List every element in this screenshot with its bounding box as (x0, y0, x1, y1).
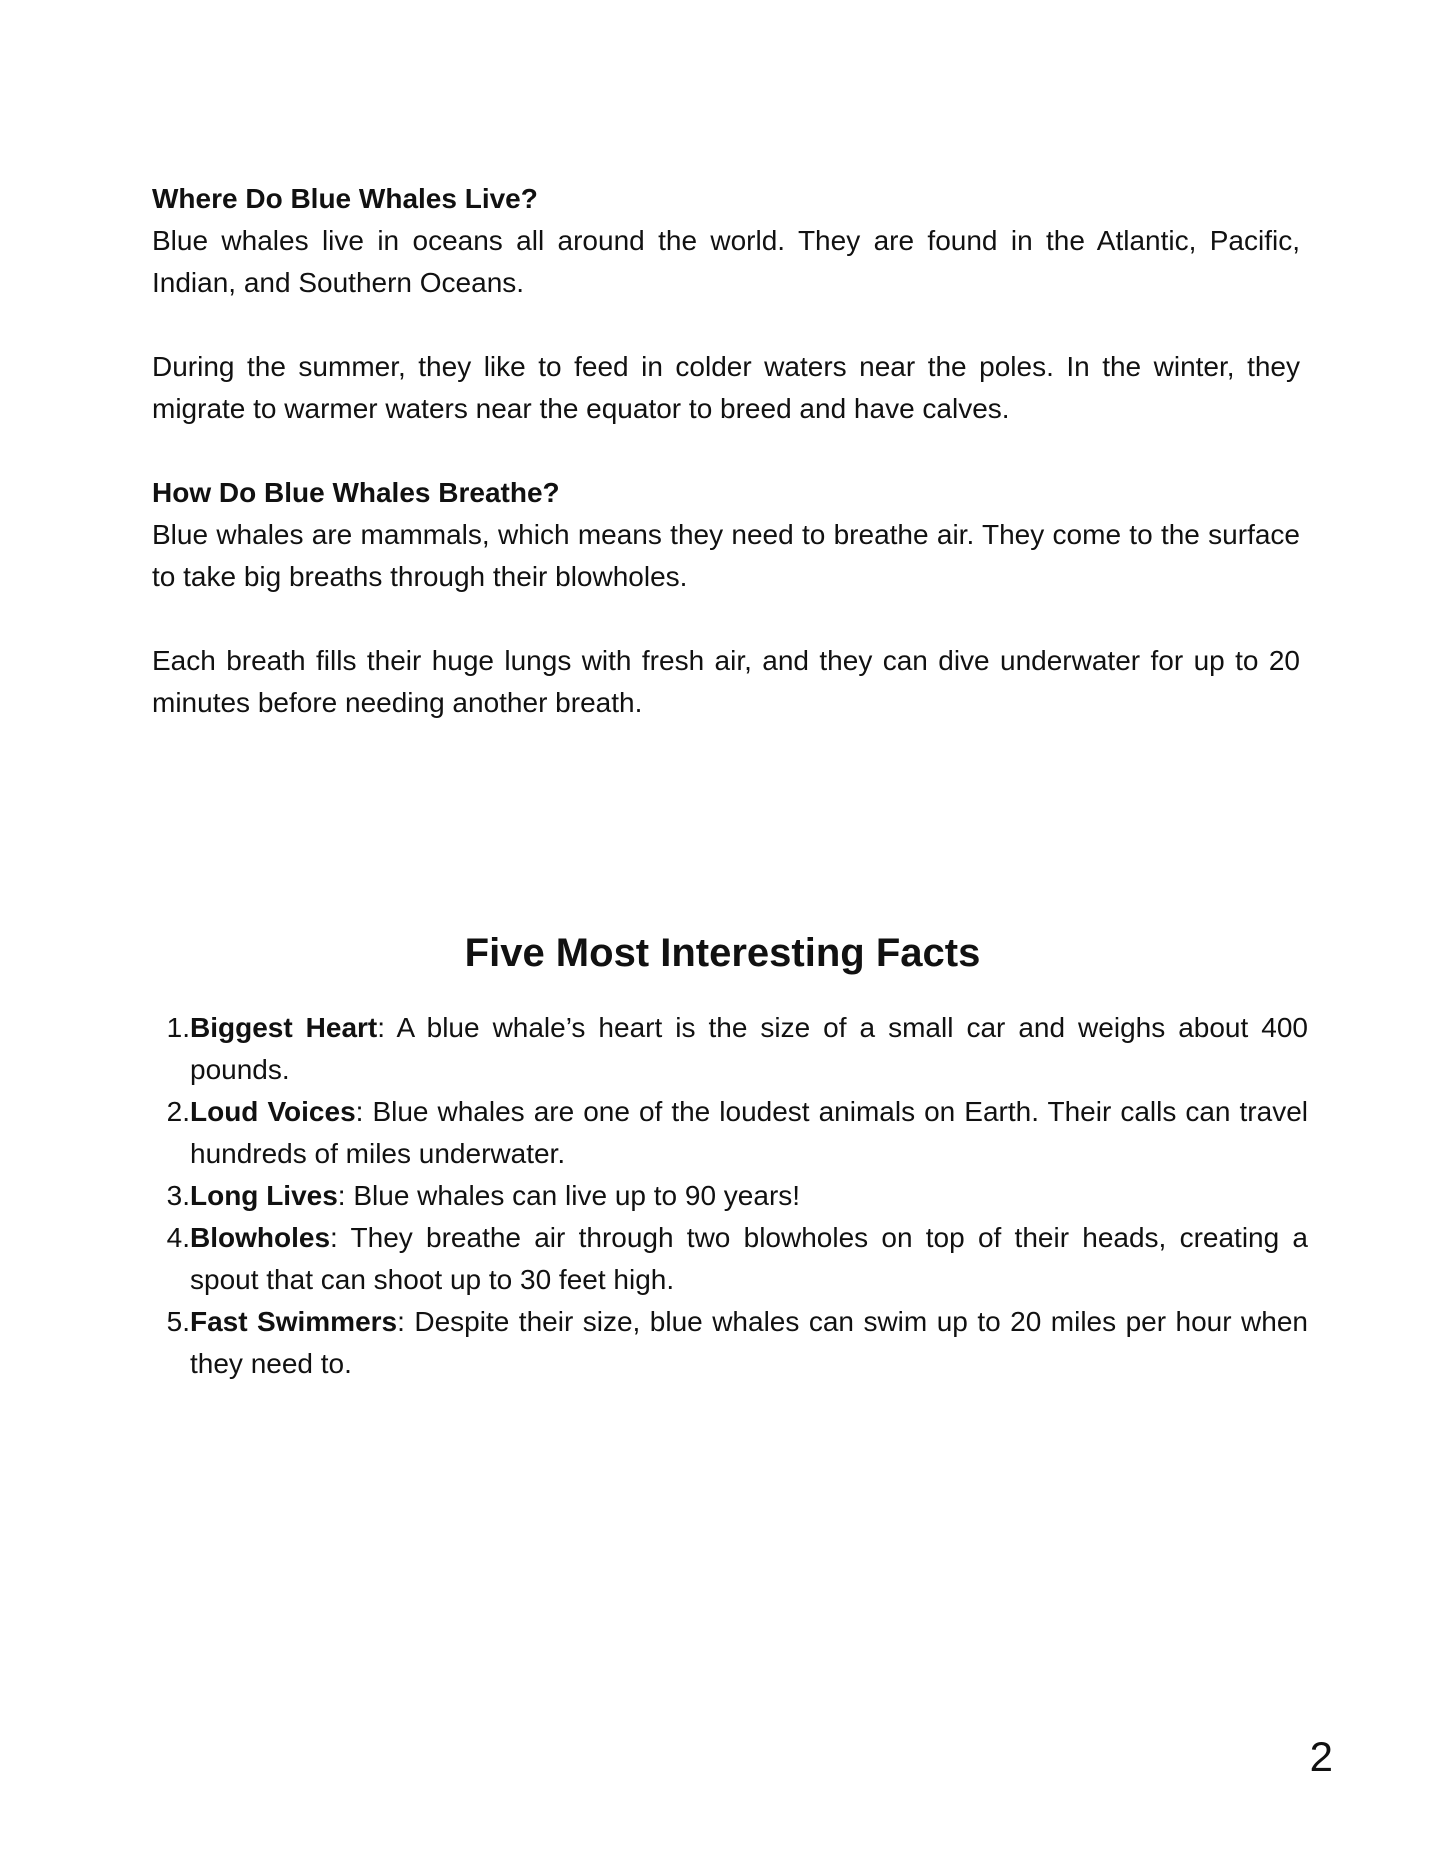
list-item (152, 1301, 1308, 1385)
list-item-text (190, 1007, 1308, 1091)
breathing-paragraph-2: Each breath fills their huge lungs with fresh air, and they can dive underwater for up to 20 minutes before needing another breath. (152, 645, 1300, 718)
fact-description: : Blue whales are one of the loudest animals on Earth. Their calls can travel hundreds of miles underwater. (190, 1096, 1308, 1169)
fact-term: Biggest Heart (190, 1012, 378, 1043)
section-heading-breathing: How Do Blue Whales Breathe? (152, 477, 560, 508)
spacer (152, 598, 1300, 640)
breathing-paragraph-1: Blue whales are mammals, which means they need to breathe air. They come to the surface to take big breaths through their blowholes. (152, 519, 1300, 592)
fact-term: Loud Voices (190, 1096, 356, 1127)
spacer (152, 304, 1300, 346)
page-body (152, 178, 1300, 724)
fact-term: Fast Swimmers (190, 1306, 398, 1337)
fact-description: : A blue whale’s heart is the size of a small car and weighs about 400 pounds. (190, 1012, 1308, 1085)
fact-description: : Blue whales can live up to 90 years! (337, 1180, 801, 1211)
list-item (152, 1007, 1308, 1091)
list-item-number: 4. (166, 1222, 190, 1253)
section-heading-habitat: Where Do Blue Whales Live? (152, 183, 538, 214)
list-item (152, 1175, 1308, 1217)
list-item (152, 1217, 1308, 1301)
fact-description: : They breathe air through two blowholes on top of their heads, creating a spout that can shoot up to 30 feet high. (190, 1222, 1308, 1295)
list-item-number: 5. (166, 1306, 190, 1337)
list-item-text (190, 1217, 1308, 1301)
fact-term: Long Lives (190, 1180, 338, 1211)
spacer (152, 430, 1300, 472)
list-item-number: 3. (166, 1180, 190, 1211)
list-item-number: 1. (166, 1012, 190, 1043)
fact-description: : Despite their size, blue whales can swim up to 20 miles per hour when they need to. (190, 1306, 1308, 1379)
list-item-text (190, 1301, 1308, 1385)
habitat-paragraph-2: During the summer, they like to feed in colder waters near the poles. In the winter, they migrate to warmer waters near the equator to breed and have calves. (152, 351, 1300, 424)
list-item-text (190, 1175, 1308, 1217)
page-number: 2 (1309, 1733, 1333, 1780)
list-item-text (190, 1091, 1308, 1175)
facts-list (152, 1007, 1308, 1385)
list-item (152, 1091, 1308, 1175)
list-item-number: 2. (166, 1096, 190, 1127)
facts-title: Five Most Interesting Facts (464, 931, 981, 975)
fact-term: Blowholes (190, 1222, 331, 1253)
habitat-paragraph-1: Blue whales live in oceans all around the world. They are found in the Atlantic, Pacific, Indian, and Southern Oceans. (152, 225, 1300, 298)
